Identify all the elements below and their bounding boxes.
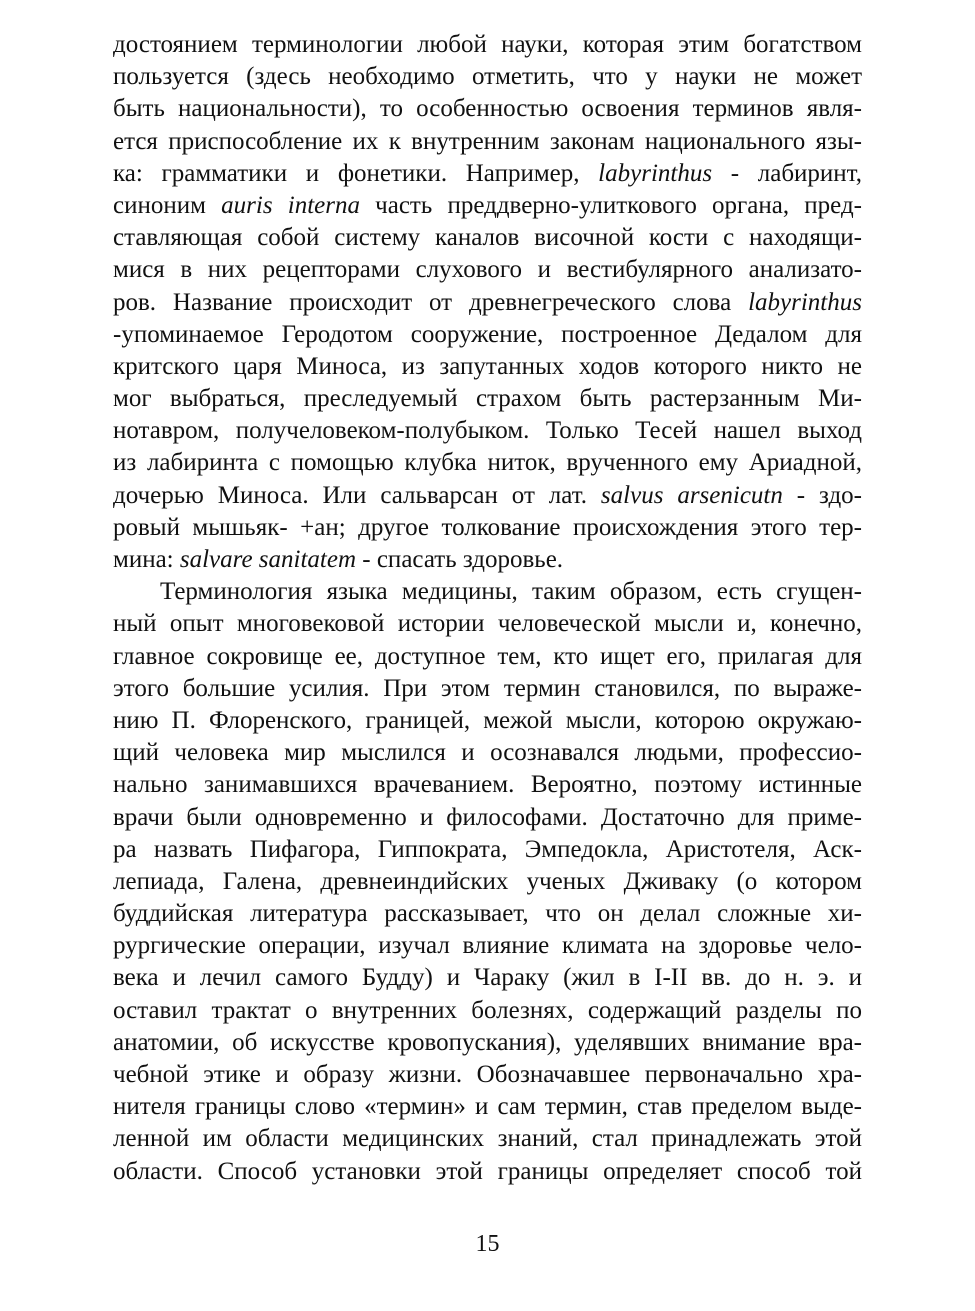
line-text: достоянием терминологии любой науки, которая этим богатством — [113, 31, 862, 58]
text-line — [113, 866, 862, 898]
text-line — [113, 351, 862, 383]
line-text: мог выбраться, преследуемый страхом быть растерзанным Ми- — [113, 385, 862, 413]
latin-term: salvare sanitatem — [179, 546, 357, 573]
latin-term: labyrinthus — [748, 288, 862, 316]
line-text: ставляющая собой систему каналов височной кости с находящи- — [113, 224, 862, 252]
line-text: - здо- — [782, 481, 863, 509]
text-line — [113, 158, 862, 190]
text-line — [113, 544, 862, 576]
latin-term: labyrinthus — [598, 159, 713, 187]
text-line — [113, 126, 862, 158]
line-text: пользуется (здесь необходимо отметить, что у науки не может — [113, 63, 862, 91]
text-line — [113, 512, 862, 544]
line-text: области. Способ установки этой границы определяет способ той — [113, 1157, 862, 1185]
text-line — [113, 930, 862, 962]
line-text: часть преддверно-улиткового органа, пред- — [359, 191, 862, 219]
line-text: ра назвать Пифагора, Гиппократа, Эмпедокла, Аристотеля, Аск- — [113, 835, 862, 863]
text-line — [113, 222, 862, 254]
text-line — [113, 1091, 862, 1123]
line-text: чебной этике и образу жизни. Обозначавшее первоначально хра- — [113, 1061, 862, 1088]
line-text: нителя границы слово «термин» и сам термин, став пределом выде- — [113, 1093, 862, 1121]
text-line — [113, 962, 862, 994]
text-line — [113, 802, 862, 834]
text-line — [113, 287, 862, 319]
line-text: этого большие усилия. При этом термин становился, по выраже- — [113, 674, 862, 702]
line-text: нально занимавшихся врачеванием. Вероятно, поэтому истинные — [113, 771, 862, 799]
line-text: критского царя Миноса, из запутанных ходов которого никто не — [113, 352, 862, 380]
line-text: щий человека мир мыслился и осознавался людьми, профессио- — [113, 739, 862, 767]
text-line — [113, 641, 862, 673]
line-text: из лабиринта с помощью клубка ниток, врученного ему Ариадной, — [113, 449, 862, 477]
line-text: врачи были одновременно и философами. Достаточно для приме- — [113, 803, 862, 831]
text-line — [113, 673, 862, 705]
line-text: ный опыт многовековой истории человеческой мысли и, конечно, — [113, 610, 862, 638]
text-line — [113, 383, 862, 415]
line-text: дочерью Миноса. Или сальварсан от лат. — [113, 481, 601, 509]
paragraph — [113, 29, 862, 576]
text-line — [113, 480, 862, 512]
text-line — [113, 995, 862, 1027]
text-line — [113, 1027, 862, 1059]
page-number: 15 — [475, 1231, 500, 1257]
line-text: ров. Название происходит от древнегреческого слова — [113, 288, 749, 316]
line-text: ровый мышьяк- +ан; другое толкование происхождения этого тер- — [113, 513, 862, 541]
latin-term: salvus arsenicutn — [600, 481, 783, 509]
line-text: быть национальности), то особенностью освоения терминов явля- — [113, 95, 862, 123]
text-line — [113, 319, 862, 351]
line-text: ется приспособление их к внутренним законам национального язы- — [113, 127, 862, 155]
line-text: нию П. Флоренского, границей, межой мысли, которою окружаю- — [113, 706, 862, 734]
text-line — [113, 834, 862, 866]
line-text: рургические операции, изучал влияние климата на здоровье чело- — [113, 932, 862, 960]
text-line — [113, 1156, 862, 1188]
latin-term: auris interna — [221, 191, 360, 219]
line-text: оставил трактат о внутренних болезнях, содержащий разделы по — [113, 996, 862, 1024]
text-line — [113, 447, 862, 479]
text-line — [113, 1059, 862, 1091]
paragraph — [113, 576, 862, 1188]
line-text: нотавром, получеловеком-полубыком. Только Тесей нашел выход — [113, 417, 862, 445]
text-line — [113, 705, 862, 737]
line-text: ка: грамматики и фонетики. Например, — [113, 159, 599, 187]
line-text: -упоминаемое Геродотом сооружение, построенное Дедалом для — [113, 320, 862, 348]
body-text — [113, 29, 862, 1188]
text-line — [113, 93, 862, 125]
text-line — [113, 61, 862, 93]
line-text: мина: — [113, 546, 180, 573]
line-text: ленной им области медицинских знаний, стал принадлежать этой — [113, 1125, 862, 1153]
text-line — [113, 898, 862, 930]
text-line — [113, 769, 862, 801]
text-line — [113, 254, 862, 286]
text-line — [113, 415, 862, 447]
line-text: лепиада, Галена, древнеиндийских ученых Дживаку (о котором — [113, 867, 862, 895]
line-text: синоним — [113, 191, 222, 219]
line-text: - спасать здоровье. — [356, 546, 564, 573]
text-line — [113, 576, 862, 608]
line-text: главное сокровище ее, доступное тем, кто ищет его, прилагая для — [113, 642, 862, 670]
line-text: анатомии, об искусстве кровопускания), уделявших внимание вра- — [113, 1028, 862, 1056]
text-line — [113, 608, 862, 640]
line-text: - лабиринт, — [712, 159, 862, 187]
text-line — [113, 1123, 862, 1155]
text-line — [113, 190, 862, 222]
line-text: века и лечил самого Будду) и Чараку (жил в I-II вв. до н. э. и — [113, 964, 862, 992]
line-text: Терминология языка медицины, таким образом, есть сгущен- — [160, 578, 862, 606]
line-text: буддийская литература рассказывает, что он делал сложные хи- — [113, 900, 862, 928]
line-text: мися в них рецепторами слухового и вестибулярного анализато- — [113, 256, 862, 284]
text-line — [113, 737, 862, 769]
text-line — [113, 29, 862, 61]
